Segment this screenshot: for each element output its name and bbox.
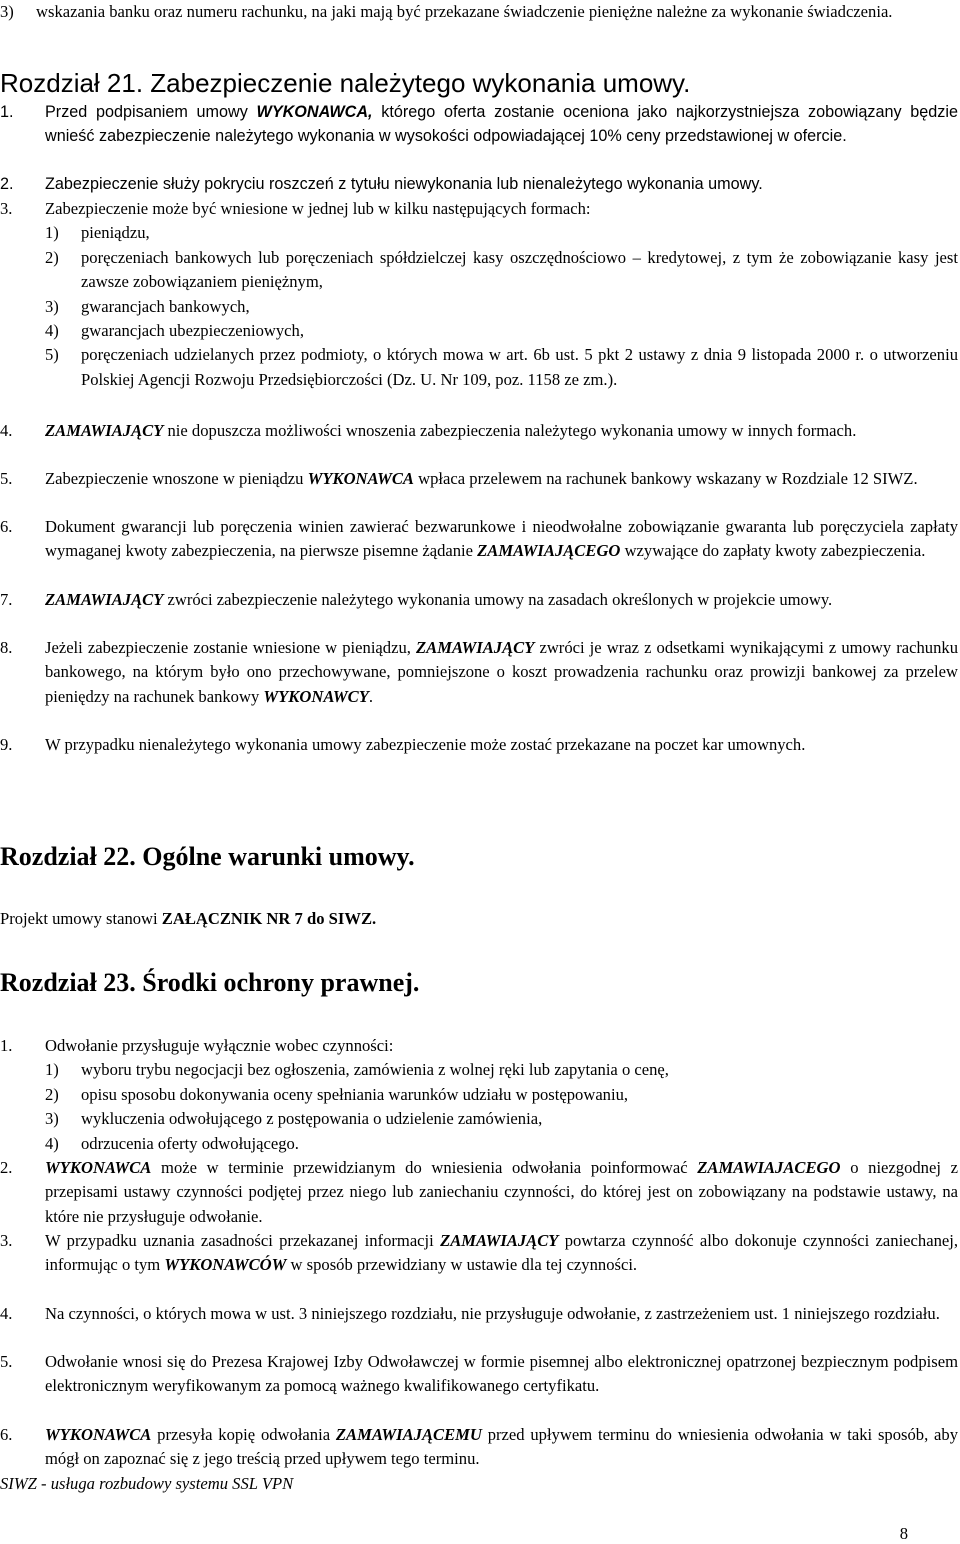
sub-text: odrzucenia oferty odwołującego. xyxy=(81,1133,299,1153)
ch21-item-9 xyxy=(0,733,958,757)
ch21-item-6 xyxy=(0,515,958,564)
sub-item xyxy=(45,1058,958,1082)
ch21-item-3 xyxy=(0,197,958,392)
ch21-item-4 xyxy=(0,419,958,443)
text-run: o niezgodnej z przepisami ustawy czynności podjętej przez niego lub zaniechaniu czynności, do której jest on zobowiązany na podstawie ustawy, na które nie przysługuje odwołanie. xyxy=(45,1158,958,1226)
sub-number: 1) xyxy=(45,223,59,243)
item-number: 2. xyxy=(0,1158,13,1177)
top-list-item xyxy=(0,0,958,24)
sub-item xyxy=(45,1107,958,1131)
item-number: 4. xyxy=(0,1304,13,1323)
emphasis-run: ZAMAWIAJACEGO xyxy=(697,1158,841,1177)
item-text: Odwołanie wnosi się do Prezesa Krajowej Izby Odwoławczej w formie pisemnej albo elektronicznej opatrzonej bezpiecznym podpisem elektronicznym weryfikowanym za pomocą ważnego kwalifikowanego certyfikatu. xyxy=(45,1352,958,1396)
item-number: 5. xyxy=(0,1352,13,1371)
sub-text: opisu sposobu dokonywania oceny spełniania warunków udziału w postępowaniu, xyxy=(81,1084,629,1104)
list-number: 3) xyxy=(0,2,14,21)
text-run: Przed podpisaniem umowy xyxy=(45,103,257,121)
text-run: Zabezpieczenie wnoszone w pieniądzu xyxy=(45,469,308,488)
sub-text: poręczeniach udzielanych przez podmioty, o których mowa w art. 6b ust. 5 pkt 2 ustawy z dnia 9 listopada 2000 r. o utworzeniu Polskiej Agencji Rozwoju Przedsiębiorczości (Dz. U. Nr 109, poz. 1158 ze zm.). xyxy=(81,345,958,389)
item-number: 7. xyxy=(0,590,13,609)
item-number: 8. xyxy=(0,638,13,657)
item-number: 4. xyxy=(0,421,13,440)
text-run: zwróci je wraz z odsetkami wynikającymi z umowy rachunku bankowego, na którym było ono przechowywane, pomniejszone o koszt prowadzenia rachunku oraz prowizji bankowej za przelew pieniędzy na rachunek bankowy xyxy=(45,638,958,706)
page-number: 8 xyxy=(899,1524,908,1543)
chapter-22-title: Rozdział 22. Ogólne warunki umowy. xyxy=(0,842,415,871)
sub-item xyxy=(45,1132,958,1156)
sub-text: gwarancjach ubezpieczeniowych, xyxy=(81,321,304,341)
ch21-item-7 xyxy=(0,588,958,612)
item-text xyxy=(45,419,958,443)
ch21-item-5 xyxy=(0,467,958,491)
ch21-item-2 xyxy=(0,172,958,196)
item-number: 6. xyxy=(0,517,13,536)
text-run: . xyxy=(368,686,373,706)
sub-number: 1) xyxy=(45,1060,59,1080)
sub-item xyxy=(45,246,958,295)
text-run: którego oferta zostanie oceniona jako najkorzystniejsza zobowiązany będzie wnieść zabezpieczenie należytego wykonania w wysokości odpowiadającej 10% ceny przedstawionej w ofercie. xyxy=(45,103,958,146)
text-run: powtarza czynność albo dokonuje czynności zaniechanej, informując o tym xyxy=(45,1231,958,1275)
sub-number: 3) xyxy=(45,1109,59,1129)
sub-text: wykluczenia odwołującego z postępowania o udzielenie zamówienia, xyxy=(81,1109,543,1129)
text-run: wzywające do zapłaty kwoty zabezpieczenia. xyxy=(620,541,926,561)
emphasis-run: WYKONAWCA xyxy=(45,1425,152,1444)
item-text: Odwołanie przysługuje wyłącznie wobec czynności: xyxy=(45,1036,394,1055)
ch23-item-2 xyxy=(0,1156,958,1229)
text-run: W przypadku uznania zasadności przekazanej informacji xyxy=(45,1231,441,1250)
item-number: 6. xyxy=(0,1425,13,1444)
item-number: 5. xyxy=(0,469,13,488)
item-number: 1. xyxy=(0,103,14,121)
sub-item xyxy=(45,295,958,319)
item-number: 2. xyxy=(0,175,14,193)
item-text xyxy=(45,515,958,564)
ch21-item-1 xyxy=(0,100,958,149)
item-text: Zabezpieczenie służy pokryciu roszczeń z tytułu niewykonania lub nienależytego wykonania umowy. xyxy=(45,175,763,193)
chapter-23-title: Rozdział 23. Środki ochrony prawnej. xyxy=(0,968,420,997)
emphasis-run: ZAMAWIAJĄCEMU xyxy=(335,1425,482,1444)
item-text xyxy=(45,588,958,612)
item-text xyxy=(45,467,958,491)
item-text: W przypadku nienależytego wykonania umowy zabezpieczenie może zostać przekazane na poczet kar umownych. xyxy=(45,735,806,754)
sub-item xyxy=(45,1083,958,1107)
text-run: w sposób przewidziany w ustawie dla tej czynności. xyxy=(286,1255,638,1275)
text-run: Jeżeli zabezpieczenie zostanie wniesione w pieniądzu, xyxy=(45,638,416,657)
sub-number: 3) xyxy=(45,296,59,316)
item-text xyxy=(45,636,958,709)
sub-text: wyboru trybu negocjacji bez ogłoszenia, zamówienia z wolnej ręki lub zapytania o cenę, xyxy=(81,1060,669,1080)
item-text xyxy=(45,1229,958,1278)
emphasis-run: ZAMAWIAJĄCY xyxy=(45,590,164,609)
item-text xyxy=(45,100,958,149)
ch22-text xyxy=(0,907,958,931)
item-number: 3. xyxy=(0,199,13,218)
ch23-item-5 xyxy=(0,1350,958,1399)
emphasis-run: ZAMAWIAJĄCY xyxy=(45,421,164,440)
emphasis-run: ZAMAWIAJĄCEGO xyxy=(477,541,621,561)
text-run: może w terminie przewidzianym do wniesienia odwołania poinformować xyxy=(151,1158,698,1177)
text-run: zwróci zabezpieczenie należytego wykonania umowy na zasadach określonych w projekcie umowy. xyxy=(163,590,833,609)
sub-item xyxy=(45,319,958,343)
item-number: 9. xyxy=(0,735,13,754)
attachment-reference: ZAŁĄCZNIK NR 7 do SIWZ. xyxy=(161,909,377,928)
item-number: 1. xyxy=(0,1036,13,1055)
sub-text: poręczeniach bankowych lub poręczeniach spółdzielczej kasy oszczędnościowo – kredytowej, z tym że zobowiązanie kasy jest zawsze zobowiązaniem pieniężnym, xyxy=(81,247,958,292)
emphasis-run: WYKONAWCY xyxy=(263,686,369,706)
emphasis-run: WYKONAWCA, xyxy=(256,103,373,121)
ch21-item-8 xyxy=(0,636,958,709)
emphasis-run: WYKONAWCA xyxy=(307,469,414,488)
sub-number: 4) xyxy=(45,1133,59,1153)
item-text xyxy=(45,1156,958,1229)
text-run: nie dopuszcza możliwości wnoszenia zabezpieczenia należytego wykonania umowy w innych formach. xyxy=(163,421,857,440)
sub-number: 2) xyxy=(45,247,59,267)
text-run: Dokument gwarancji lub poręczenia winien zawierać bezwarunkowe i nieodwołalne zobowiązanie gwaranta lub poręczyciela zapłaty wymaganej kwoty zabezpieczenia, na pierwsze pisemne żądanie xyxy=(45,517,958,561)
sub-number: 4) xyxy=(45,321,59,341)
sub-text: pieniądzu, xyxy=(81,223,150,243)
sub-item xyxy=(45,343,958,392)
sub-text: gwarancjach bankowych, xyxy=(81,296,250,316)
list-text: wskazania banku oraz numeru rachunku, na jaki mają być przekazane świadczenie pieniężne należne za wykonanie świadczenia. xyxy=(36,2,893,21)
item-number: 3. xyxy=(0,1231,13,1250)
chapter-21-title: Rozdział 21. Zabezpieczenie należytego wykonania umowy. xyxy=(0,68,691,98)
text-run: przed upływem terminu do wniesienia odwołania w taki sposób, aby mógł on zapoznać się z jego treścią przed upływem tego terminu. xyxy=(45,1425,958,1469)
text-run: wpłaca przelewem na rachunek bankowy wskazany w Rozdziale 12 SIWZ. xyxy=(413,469,918,488)
item-text xyxy=(45,1423,958,1472)
text-run: Projekt umowy stanowi xyxy=(0,909,162,928)
sub-number: 2) xyxy=(45,1084,59,1104)
footer-text: SIWZ - usługa rozbudowy systemu SSL VPN xyxy=(0,1474,294,1493)
item-text: Na czynności, o których mowa w ust. 3 niniejszego rozdziału, nie przysługuje odwołanie, z zastrzeżeniem ust. 1 niniejszego rozdziału. xyxy=(45,1304,940,1323)
sub-number: 5) xyxy=(45,345,59,365)
text-run: przesyła kopię odwołania xyxy=(151,1425,336,1444)
ch23-item-3 xyxy=(0,1229,958,1278)
sub-item xyxy=(45,221,958,245)
item-text: Zabezpieczenie może być wniesione w jednej lub w kilku następujących formach: xyxy=(45,199,591,218)
ch23-item-1 xyxy=(0,1034,958,1156)
ch23-item-6 xyxy=(0,1423,958,1472)
emphasis-run: WYKONAWCA xyxy=(45,1158,152,1177)
emphasis-run: ZAMAWIAJĄCY xyxy=(440,1231,559,1250)
ch23-item-4 xyxy=(0,1302,958,1326)
emphasis-run: WYKONAWCÓW xyxy=(164,1255,287,1275)
emphasis-run: ZAMAWIAJĄCY xyxy=(416,638,535,657)
